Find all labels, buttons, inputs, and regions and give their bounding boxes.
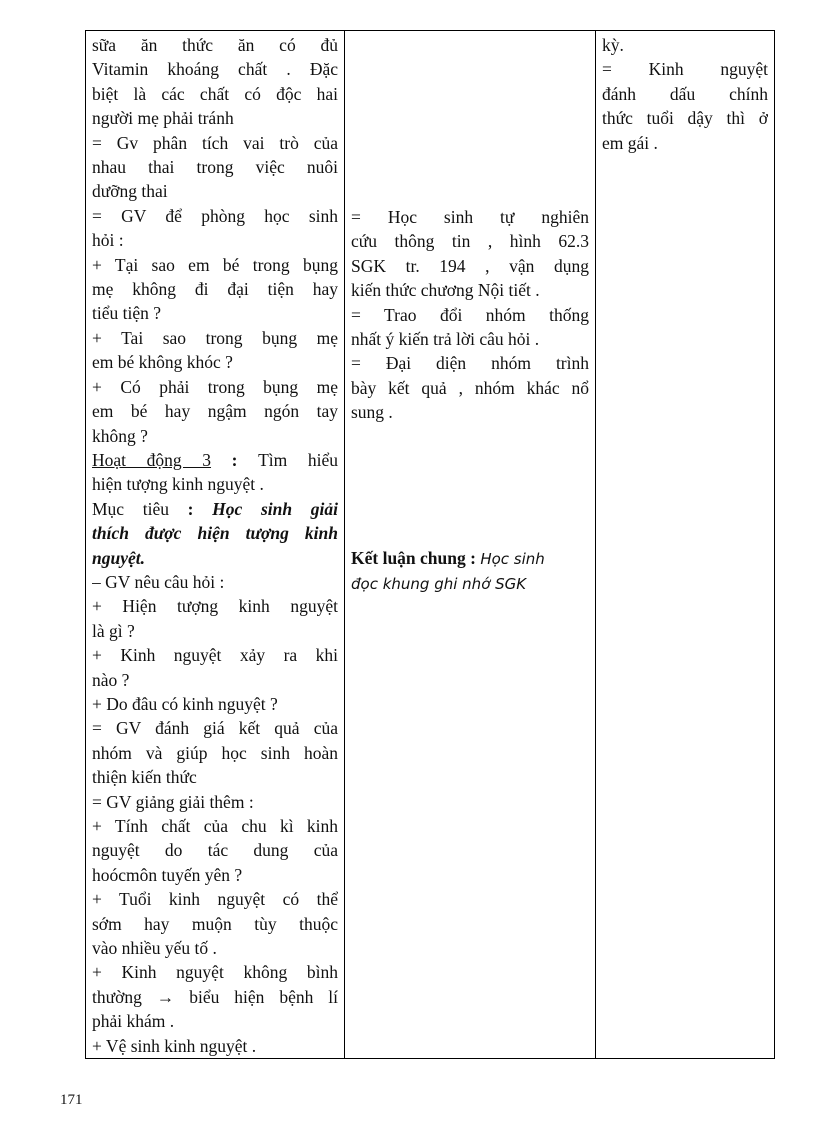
text-line: thường → biểu hiện bệnh lí	[92, 986, 338, 1007]
text-line: em bé hay ngậm ngón tay	[92, 401, 338, 422]
text-line: thức tuổi dậy thì ở	[602, 108, 768, 129]
text-line: = Gv phân tích vai trò của	[92, 132, 338, 153]
text-line: SGK tr. 194 , vận dụng	[351, 255, 589, 276]
text-line: sớm hay muộn tùy thuộc	[92, 913, 338, 934]
text-line: nhất ý kiến trả lời câu hỏi .	[351, 329, 540, 350]
text-line: em gái .	[602, 132, 658, 153]
text-line: bày kết quả , nhóm khác nổ	[351, 377, 589, 398]
content-column	[596, 31, 775, 1059]
text-line: vào nhiều yếu tố .	[92, 938, 217, 959]
text-line: người mẹ phải tránh	[92, 108, 234, 129]
text-line: cứu thông tin , hình 62.3	[351, 231, 589, 252]
text-line: nào ?	[92, 669, 130, 690]
conclusion-label: Kết luận chung :	[351, 547, 476, 568]
text-line: hỏi :	[92, 230, 124, 251]
conclusion-line-2	[351, 571, 589, 596]
text-line: nguyệt do tác dung của	[92, 840, 338, 861]
text-line: hiện tượng kinh nguyệt .	[92, 474, 264, 495]
text-line: + Có phải trong bụng mẹ	[92, 376, 338, 397]
text-line: = Trao đổi nhóm thống	[351, 304, 589, 325]
text-line: biệt là các chất có độc hai	[92, 83, 338, 104]
text-line: tiểu tiện ?	[92, 303, 162, 324]
text-line: mẹ không đi đại tiện hay	[92, 279, 338, 300]
text-line: Mục tiêu : Học sinh giải	[92, 498, 338, 519]
text-line: = Học sinh tự nghiên	[351, 207, 589, 227]
text-line: + Tại sao em bé trong bụng	[92, 254, 338, 275]
column-spacer	[351, 33, 589, 205]
text-line: + Kinh nguyệt không bình	[92, 962, 338, 983]
text-line: nhóm và giúp học sinh hoàn	[92, 742, 338, 763]
text-line: Hoạt động 3 : Tìm hiểu	[92, 449, 338, 470]
text-line: nguyệt.	[92, 547, 145, 568]
text-line: phải khám .	[92, 1011, 175, 1032]
text-line: là gì ?	[92, 620, 135, 641]
text-line: thiện kiến thức	[92, 767, 197, 788]
text-line: = GV để phòng học sinh	[92, 205, 338, 226]
text-line: = Đại diện nhóm trình	[351, 353, 589, 374]
text-line: + Tai sao trong bụng mẹ	[92, 327, 338, 348]
lesson-table	[85, 30, 775, 1059]
text-line: sữa ăn thức ăn có đủ	[92, 35, 338, 55]
table-row	[86, 31, 775, 1059]
text-line: nhau thai trong việc nuôi	[92, 157, 338, 178]
teacher-activity-column	[86, 31, 345, 1059]
text-line: thích được hiện tượng kinh	[92, 523, 338, 544]
text-line: + Do đâu có kinh nguyệt ?	[92, 693, 278, 714]
text-line: dưỡng thai	[92, 181, 168, 202]
text-line: = Kinh nguyệt	[602, 59, 768, 80]
text-line: không ?	[92, 425, 148, 446]
text-line: = GV đánh giá kết quả của	[92, 718, 338, 739]
text-line: + Tính chất của chu kì kinh	[92, 816, 338, 836]
text-line: + Kinh nguyệt xảy ra khi	[92, 645, 338, 666]
conclusion-text-2: đọc khung ghi nhớ SGK	[351, 575, 527, 594]
text-line: hoócmôn tuyến yên ?	[92, 864, 243, 885]
text-line: + Vệ sinh kinh nguyệt .	[92, 1035, 257, 1056]
text-line: kiến thức chương Nội tiết .	[351, 280, 540, 301]
student-activity-column	[345, 31, 596, 1059]
text-line: đánh dấu chính	[602, 83, 768, 104]
text-line: + Tuổi kinh nguyệt có thể	[92, 889, 338, 910]
page-number: 171	[60, 1092, 83, 1108]
text-line: kỳ.	[602, 35, 624, 55]
text-line: + Hiện tượng kinh nguyệt	[92, 596, 338, 617]
column-spacer	[351, 425, 589, 546]
text-line: = GV giảng giải thêm :	[92, 791, 254, 812]
text-line: em bé không khóc ?	[92, 352, 233, 373]
text-line: sung .	[351, 402, 393, 423]
text-line: – GV nêu câu hỏi :	[92, 571, 225, 592]
conclusion-text: Học sinh	[480, 549, 545, 568]
text-line: Vitamin khoáng chất . Đặc	[92, 59, 338, 80]
conclusion-line-1	[351, 546, 589, 571]
